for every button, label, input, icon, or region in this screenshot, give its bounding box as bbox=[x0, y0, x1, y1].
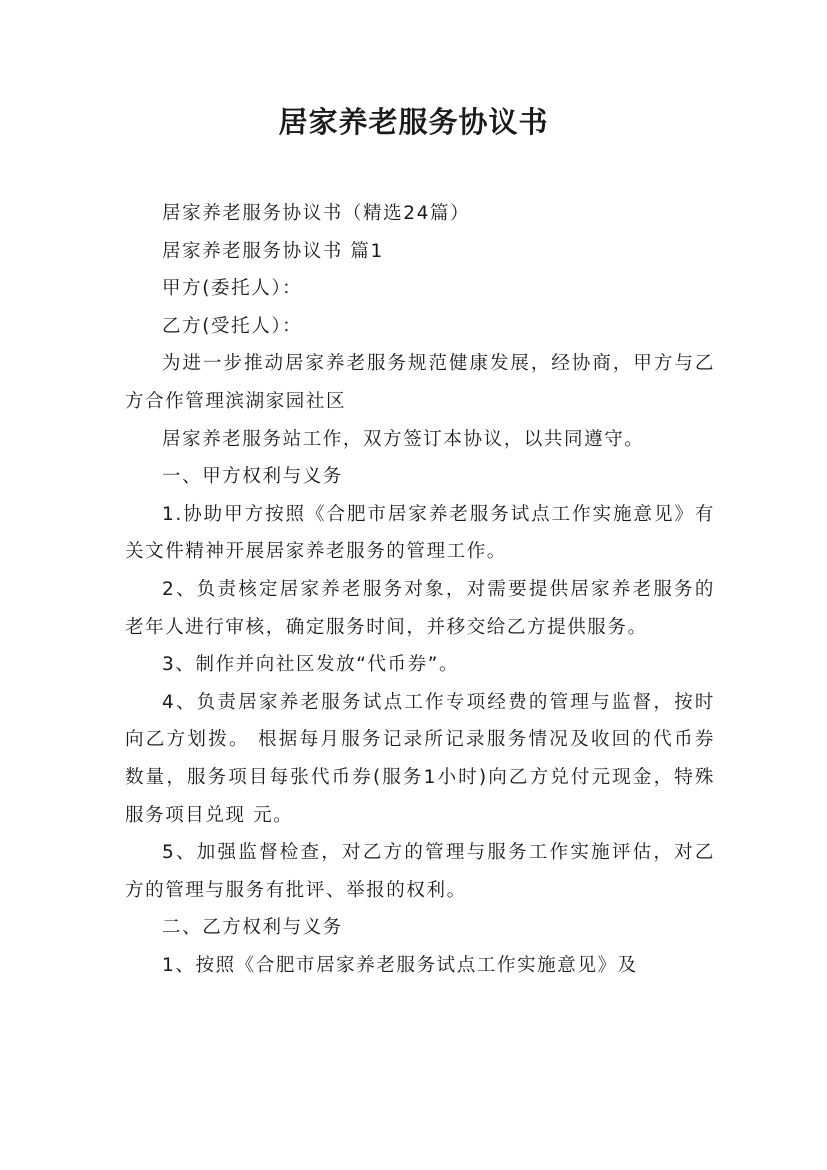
paragraph: 4、负责居家养老服务试点工作专项经费的管理与监督，按时向乙方划拨。 根据每月服务记录所记录服务情况及收回的代币券数量，服务项目每张代币券(服务1小时)向乙方兑付元现金，特殊服务项目兑现 元。 bbox=[125, 691, 715, 826]
paragraph: 2、负责核定居家养老服务对象，对需要提供居家养老服务的老年人进行审核，确定服务时间，并移交给乙方提供服务。 bbox=[125, 578, 715, 638]
section-heading: 一、甲方权利与义务 bbox=[162, 466, 343, 488]
paragraph: 3、制作并向社区发放“代币券”。 bbox=[162, 654, 460, 676]
document-title: 居家养老服务协议书 bbox=[278, 105, 549, 139]
paragraph: 居家养老服务协议书 篇1 bbox=[162, 240, 384, 262]
paragraph: 5、加强监督检查，对乙方的管理与服务工作实施评估，对乙方的管理与服务有批评、举报的权利。 bbox=[125, 842, 715, 901]
paragraph: 乙方(受托人）： bbox=[162, 315, 303, 337]
paragraph: 甲方(委托人）： bbox=[162, 278, 303, 300]
paragraph: 1、按照《合肥市居家养老服务试点工作实施意见》及 bbox=[162, 954, 638, 976]
paragraph: 1.协助甲方按照《合肥市居家养老服务试点工作实施意见》有关文件精神开展居家养老服务的管理工作。 bbox=[125, 503, 715, 563]
paragraph: 为进一步推动居家养老服务规范健康发展，经协商，甲方与乙方合作管理滨湖家园社区 bbox=[125, 353, 715, 412]
section-heading: 二、乙方权利与义务 bbox=[162, 917, 343, 939]
paragraph: 居家养老服务站工作，双方签订本协议，以共同遵守。 bbox=[162, 428, 645, 450]
paragraph: 居家养老服务协议书（精选24篇） bbox=[162, 203, 471, 224]
document-body bbox=[125, 195, 715, 984]
